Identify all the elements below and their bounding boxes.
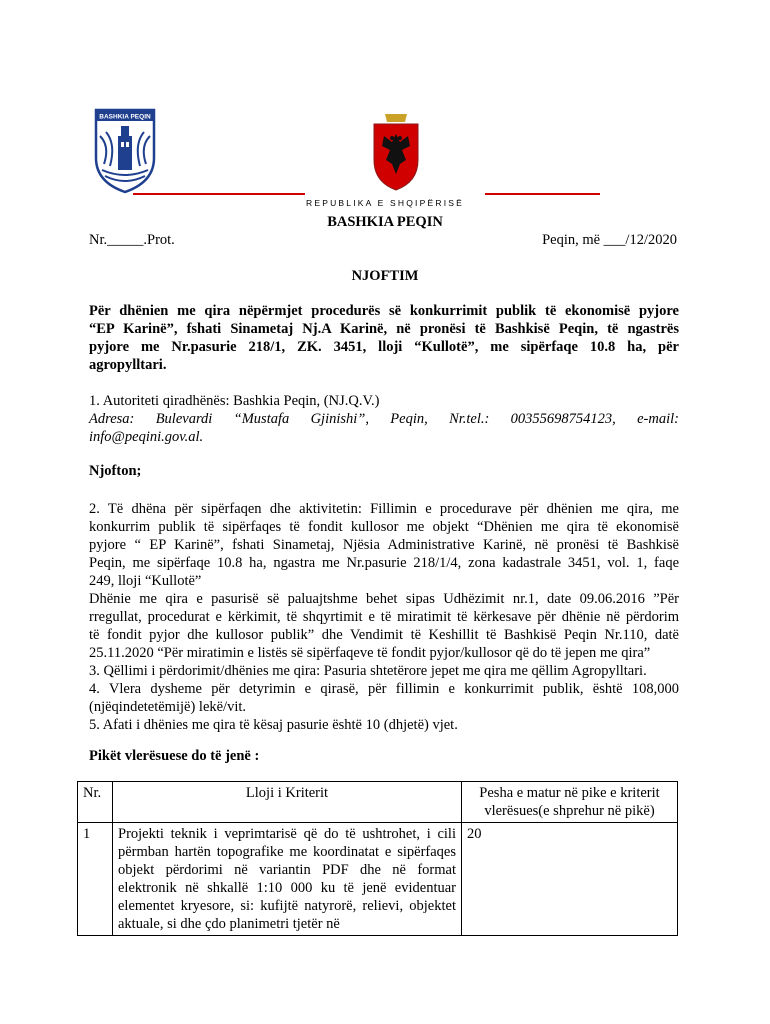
cell-kriteri: Projekti teknik i veprimtarisë që do të ushtrohet, i cili përmban hartën topografike me koordinatat e sipërfaqes objekt përdorimi në variantin PDF dhe në format elektronik në shkallë 1:10 000 ku të jenë evidentuar elementet kryesore, si: kufijtë natyrorë, relievi, objektet aktuale, si dhe çdo planimetri tjetër në — [113, 823, 462, 936]
albania-coat-of-arms-icon — [370, 112, 422, 192]
logo-text: BASHKIA PEQIN — [99, 113, 151, 121]
body-line: rregullat, procedurat e kërkimit, të shqyrtimit e të miratimit të kërkesave për dhënie në përdorim — [89, 609, 679, 625]
body-line: Dhënie me qira e pasurisë së paluajtshme behet sipas Udhëzimit nr.1, date 09.06.2016 ”Për — [89, 591, 679, 607]
cell-nr: 1 — [78, 823, 113, 936]
body-section — [89, 500, 679, 734]
piket-heading: Pikët vlerësuese do të jenë : — [89, 748, 260, 764]
intro-paragraph — [89, 302, 679, 374]
red-line-right — [485, 193, 600, 195]
body-line: pyjore “ EP Karinë”, fshati Sinametaj, Njësia Administrative Karinë, në pronësi të Bashkisë — [89, 537, 679, 553]
republika-heading: REPUBLIKA E SHQIPËRISË — [306, 198, 464, 208]
body-line: të fondit pyjor dhe kullosor publik” dhe Vendimit të Keshillit të Bashkisë Peqin Nr.110, datë — [89, 627, 679, 643]
bashkia-peqin-logo — [92, 106, 158, 194]
intro-line: “EP Karinë”, fshati Sinametaj Nj.A Karinë, në pronësi të Bashkisë Peqin, të ngastrës — [89, 321, 679, 337]
body-line: 2. Të dhëna për sipërfaqen dhe aktivitetin: Fillimin e procedurave për dhënien me qira, me — [89, 501, 679, 517]
email-line: info@peqini.gov.al. — [89, 429, 204, 445]
body-line: 3. Qëllimi i përdorimit/dhënies me qira: Pasuria shtetërore jepet me qira me qëllim Agropylltari. — [89, 663, 647, 679]
body-line: 249, lloji “Kullotë” — [89, 573, 202, 589]
body-line: (njëqindetetëmijë) lekë/vit. — [89, 699, 247, 715]
body-line: Peqin, me sipërfaqe 10.8 ha, ngastra me Nr.pasurie 218/1/4, zona kadastrale 3451, vol. 1, faqe — [89, 555, 679, 571]
header-kriteri: Lloji i Kriterit — [113, 782, 462, 823]
body-line: konkurrim publik të sipërfaqes të fondit kullosor me objekt “Dhënien me qira të ekonomisë — [89, 519, 679, 535]
table-row — [78, 823, 678, 936]
address-line: Adresa: Bulevardi “Mustafa Gjinishi”, Peqin, Nr.tel.: 00355698754123, e-mail: — [89, 411, 679, 427]
njofton-heading: Njofton; — [89, 463, 142, 479]
bashkia-heading: BASHKIA PEQIN — [327, 214, 443, 230]
red-line-left — [133, 193, 305, 195]
header-pesha: Pesha e matur në pike e kriterit vlerësues(e shprehur në pikë) — [462, 782, 678, 823]
body-line: 4. Vlera dysheme për detyrimin e qirasë, për fillimin e konkurrimit publik, është 108,000 — [89, 681, 679, 697]
document-date: Peqin, më ___/12/2020 — [542, 232, 677, 248]
body-line: 25.11.2020 “Për miratimin e listës së sipërfaqeve të fondit pyjor/kullosor që do të jepen me qira” — [89, 645, 651, 661]
authority-section — [89, 392, 679, 446]
table-header-row — [78, 782, 678, 823]
document-title: NJOFTIM — [351, 268, 419, 284]
intro-line: agropylltari. — [89, 357, 167, 373]
criteria-table — [77, 781, 678, 936]
intro-line: Për dhënien me qira nëpërmjet procedurës së konkurrimit publik të ekonomisë pyjore — [89, 303, 679, 319]
cell-pesha: 20 — [462, 823, 678, 936]
authority-line: 1. Autoriteti qiradhënës: Bashkia Peqin, (NJ.Q.V.) — [89, 393, 380, 409]
header-nr: Nr. — [78, 782, 113, 823]
body-line: 5. Afati i dhënies me qira të kësaj pasurie është 10 (dhjetë) vjet. — [89, 717, 458, 733]
nr-prot: Nr._____.Prot. — [89, 232, 175, 248]
intro-line: pyjore me Nr.pasurie 218/1, ZK. 3451, lloji “Kullotë”, me sipërfaqe 10.8 ha, për — [89, 339, 679, 355]
